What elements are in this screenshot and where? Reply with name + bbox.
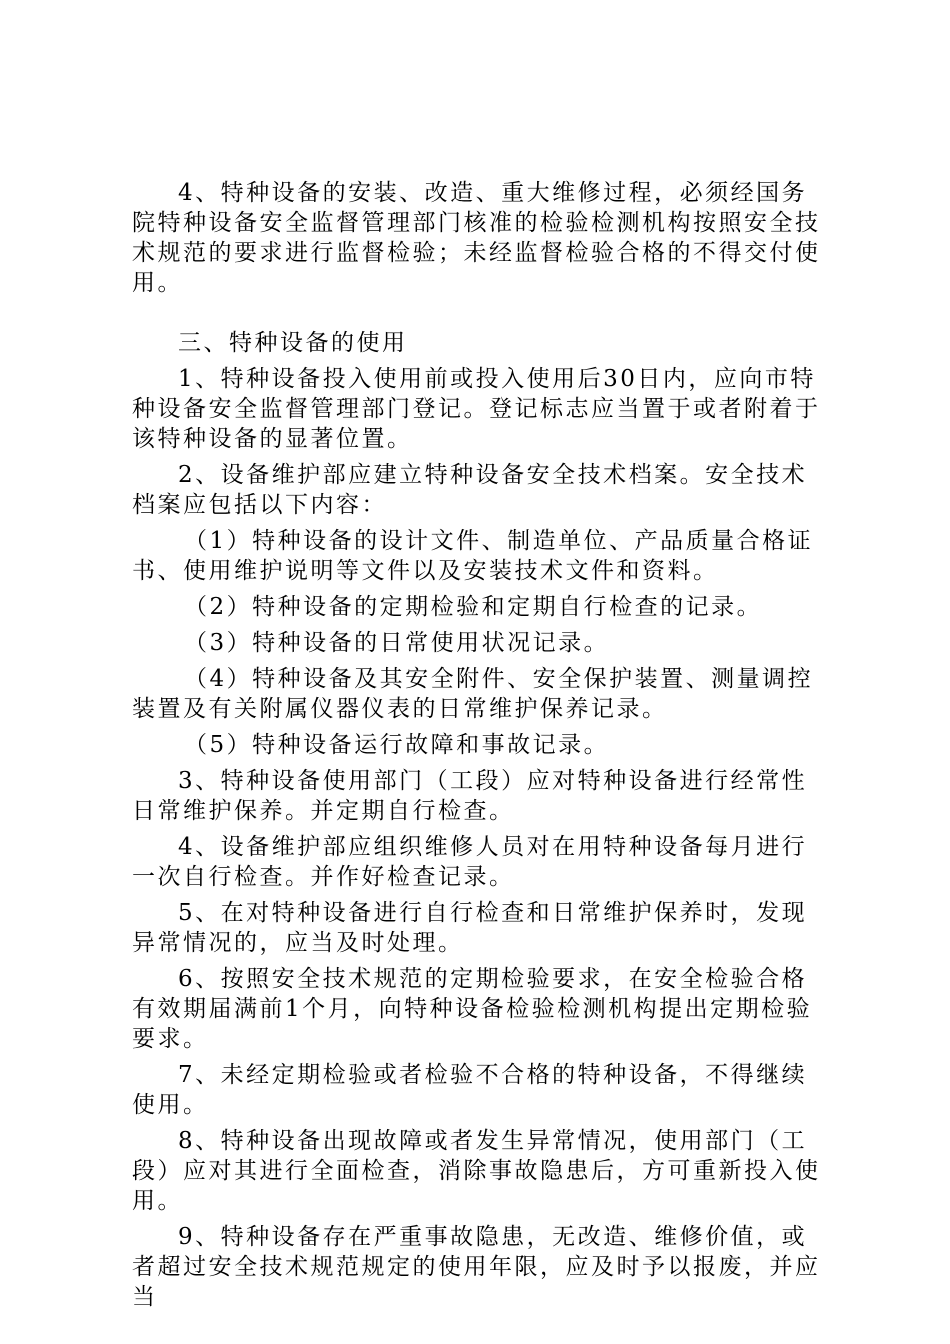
paragraph-6-periodic-inspection: 6、按照安全技术规范的定期检验要求，在安全检验合格有效期届满前1个月，向特种设备检验检测机构提出定期检验要求。	[132, 966, 813, 1052]
paragraph-8-fault-handling: 8、特种设备出现故障或者发生异常情况，使用部门（工段）应对其进行全面检查，消除事故隐患后，方可重新投入使用。	[132, 1128, 821, 1214]
paragraph-4-installation-inspection: 4、特种设备的安装、改造、重大维修过程，必须经国务院特种设备安全监督管理部门核准的检验检测机构按照安全技术规范的要求进行监督检验；未经监督检验合格的不得交付使用。	[132, 180, 821, 296]
paragraph-7-unqualified-equipment: 7、未经定期检验或者检验不合格的特种设备，不得继续使用。	[132, 1062, 808, 1118]
section-heading-use: 三、特种设备的使用	[178, 330, 408, 356]
paragraph-4-monthly-check: 4、设备维护部应组织维修人员对在用特种设备每月进行一次自行检查。并作好检查记录。	[132, 834, 808, 890]
list-item-archive-3: （3）特种设备的日常使用状况记录。	[184, 630, 610, 656]
paragraph-3-daily-maintenance: 3、特种设备使用部门（工段）应对特种设备进行经常性日常维护保养。并定期自行检查。	[132, 768, 808, 824]
document-body	[132, 178, 832, 1312]
paragraph-1-registration: 1、特种设备投入使用前或投入使用后30日内，应向市特种设备安全监督管理部门登记。登记标志应当置于或者附着于该特种设备的显著位置。	[132, 366, 821, 452]
paragraph-9-scrapping: 9、特种设备存在严重事故隐患，无改造、维修价值，或者超过安全技术规范规定的使用年限，应及时予以报废，并应当	[132, 1224, 821, 1310]
list-item-archive-4: （4）特种设备及其安全附件、安全保护装置、测量调控装置及有关附属仪器仪表的日常维护保养记录。	[132, 666, 814, 722]
paragraph-2-technical-archive: 2、设备维护部应建立特种设备安全技术档案。安全技术档案应包括以下内容：	[132, 462, 808, 518]
list-item-archive-5: （5）特种设备运行故障和事故记录。	[184, 732, 610, 758]
list-item-archive-1: （1）特种设备的设计文件、制造单位、产品质量合格证书、使用维护说明等文件以及安装技术文件和资料。	[132, 528, 814, 584]
list-item-archive-2: （2）特种设备的定期检验和定期自行检查的记录。	[184, 594, 763, 620]
paragraph-5-abnormal-handling: 5、在对特种设备进行自行检查和日常维护保养时，发现异常情况的，应当及时处理。	[132, 900, 808, 956]
